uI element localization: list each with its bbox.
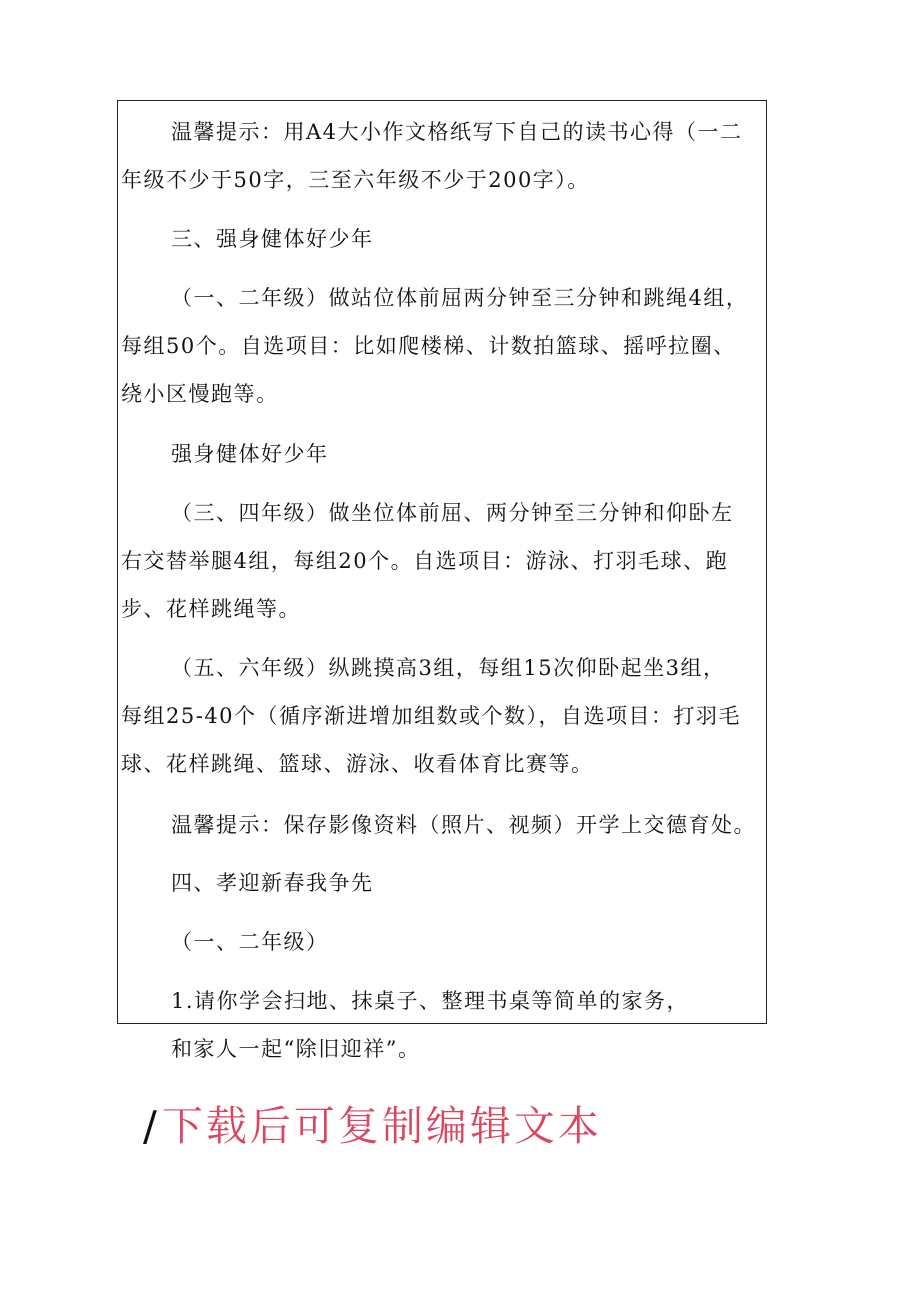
section-heading: 三、强身健体好少年 (171, 227, 374, 251)
paragraph-line: 右交替举腿4组，每组20个。自选项目：游泳、打羽毛球、跑 (121, 549, 729, 573)
paragraph-line: 每组25-40个（循序渐进增加组数或个数），自选项目：打羽毛 (121, 704, 742, 728)
paragraph-line: 和家人一起“除旧迎祥”。 (171, 1037, 421, 1061)
banner-text: 下载后可复制编辑文本 (161, 1102, 602, 1150)
paragraph-line: 球、花样跳绳、篮球、游泳、收看体育比赛等。 (121, 752, 594, 776)
section-heading: 四、孝迎新春我争先 (171, 871, 374, 895)
paragraph-line: 1.请你学会扫地、抹桌子、整理书桌等简单的家务， (171, 989, 690, 1013)
paragraph-line: 步、花样跳绳等。 (121, 597, 301, 621)
section-heading: 强身健体好少年 (171, 442, 329, 466)
paragraph-line: 每组50个。自选项目：比如爬楼梯、计数拍篮球、摇呼拉圈、 (121, 334, 736, 358)
paragraph-line: 绕小区慢跑等。 (121, 382, 279, 406)
paragraph-line: 年级不少于50字，三至六年级不少于200字）。 (121, 168, 590, 192)
paragraph-line: （三、四年级）做坐位体前屈、两分钟至三分钟和仰卧左 (171, 501, 734, 525)
paragraph-line: （一、二年级） (171, 930, 329, 954)
download-banner (143, 1098, 602, 1154)
paragraph-line: 温馨提示：用A4大小作文格纸写下自己的读书心得（一二 (171, 120, 743, 144)
paragraph-line: （五、六年级）纵跳摸高3组，每组15次仰卧起坐3组， (171, 656, 726, 680)
slash-mark: / (143, 1102, 160, 1150)
paragraph-line: （一、二年级）做站位体前屈两分钟至三分钟和跳绳4组， (171, 286, 749, 310)
paragraph-line: 温馨提示：保存影像资料（照片、视频）开学上交德育处。 (171, 813, 756, 837)
